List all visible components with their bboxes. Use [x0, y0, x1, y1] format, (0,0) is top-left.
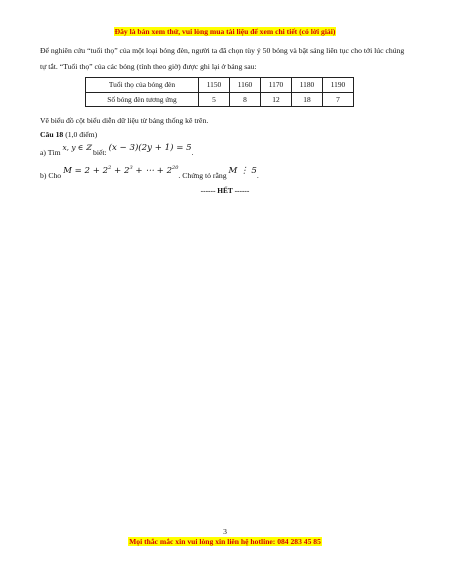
table-row-lifetime	[86, 78, 354, 93]
part-a-prefix: a) Tìm	[40, 148, 61, 157]
part-b-formula	[63, 166, 178, 176]
table-cell: 12	[261, 92, 292, 107]
draw-chart-instruction: Vẽ biểu đồ cột biểu diễn dữ liệu từ bảng thống kê trên.	[40, 116, 209, 125]
table-cell: 1170	[261, 78, 292, 93]
intro-paragraph: Để nghiên cứu “tuổi thọ” của một loại bóng đèn, người ta đã chọn tùy ý 50 bóng và bật sáng liên tục cho tới lúc chúng tự tắt. “Tuổi thọ” của các bóng (tính theo giờ) được ghi lại ở bảng sau:	[40, 46, 405, 71]
table-row-label: Tuổi thọ của bóng đèn	[86, 78, 199, 93]
formula-term: + 2	[111, 165, 130, 176]
table-row-label: Số bóng đèn tương ứng	[86, 92, 199, 107]
part-a-variables: x, y ∈ ℤ	[62, 143, 92, 152]
question-part-b: b) Cho $M = 2 + 2^2 + 2^3$ + ⋯ + $2^{20}$. Chứng tỏ rằng M ⋮ 5.	[40, 165, 259, 180]
preview-notice-banner	[0, 27, 450, 36]
part-a-equation: (x − 3)(2y + 1) = 5	[108, 143, 192, 153]
exponent: 20	[172, 165, 179, 171]
hotline-banner	[0, 537, 450, 546]
table-row-count	[86, 92, 354, 107]
formula-start: M = 2 + 2	[63, 165, 109, 176]
table-cell: 18	[292, 92, 323, 107]
table-cell: 8	[230, 92, 261, 107]
lifetime-table	[85, 77, 354, 107]
table-cell: 1150	[199, 78, 230, 93]
hotline-text: Mọi thắc mắc xin vui lòng xin liên hệ hotline: 084 283 45 85	[129, 537, 321, 546]
question-part-a: a) Tìm x, y ∈ ℤ biết: (x − 3)(2y + 1) = 5.	[40, 143, 194, 157]
exponent: 2	[108, 165, 112, 171]
preview-notice-text: Đây là bản xem thử, vui lòng mua tài liệu để xem chi tiết (có lời giải)	[114, 27, 336, 36]
part-a-middle: biết:	[93, 148, 107, 157]
page-number: 3	[223, 527, 227, 536]
question-heading	[40, 130, 97, 139]
table-cell: 7	[323, 92, 354, 107]
table-cell: 5	[199, 92, 230, 107]
table-cell: 1160	[230, 78, 261, 93]
question-number: Câu 18	[40, 130, 64, 139]
question-points: (1,0 điểm)	[65, 130, 98, 139]
part-b-middle: . Chứng tỏ rằng	[178, 170, 227, 180]
formula-term: + ⋯ + 2	[132, 165, 173, 176]
table-cell: 1190	[323, 78, 354, 93]
table-cell: 1180	[292, 78, 323, 93]
exponent: 3	[129, 165, 133, 171]
end-marker: ------ HẾT ------	[200, 186, 250, 195]
part-b-claim: M ⋮ 5	[228, 165, 257, 176]
part-b-prefix: b) Cho	[40, 170, 62, 180]
